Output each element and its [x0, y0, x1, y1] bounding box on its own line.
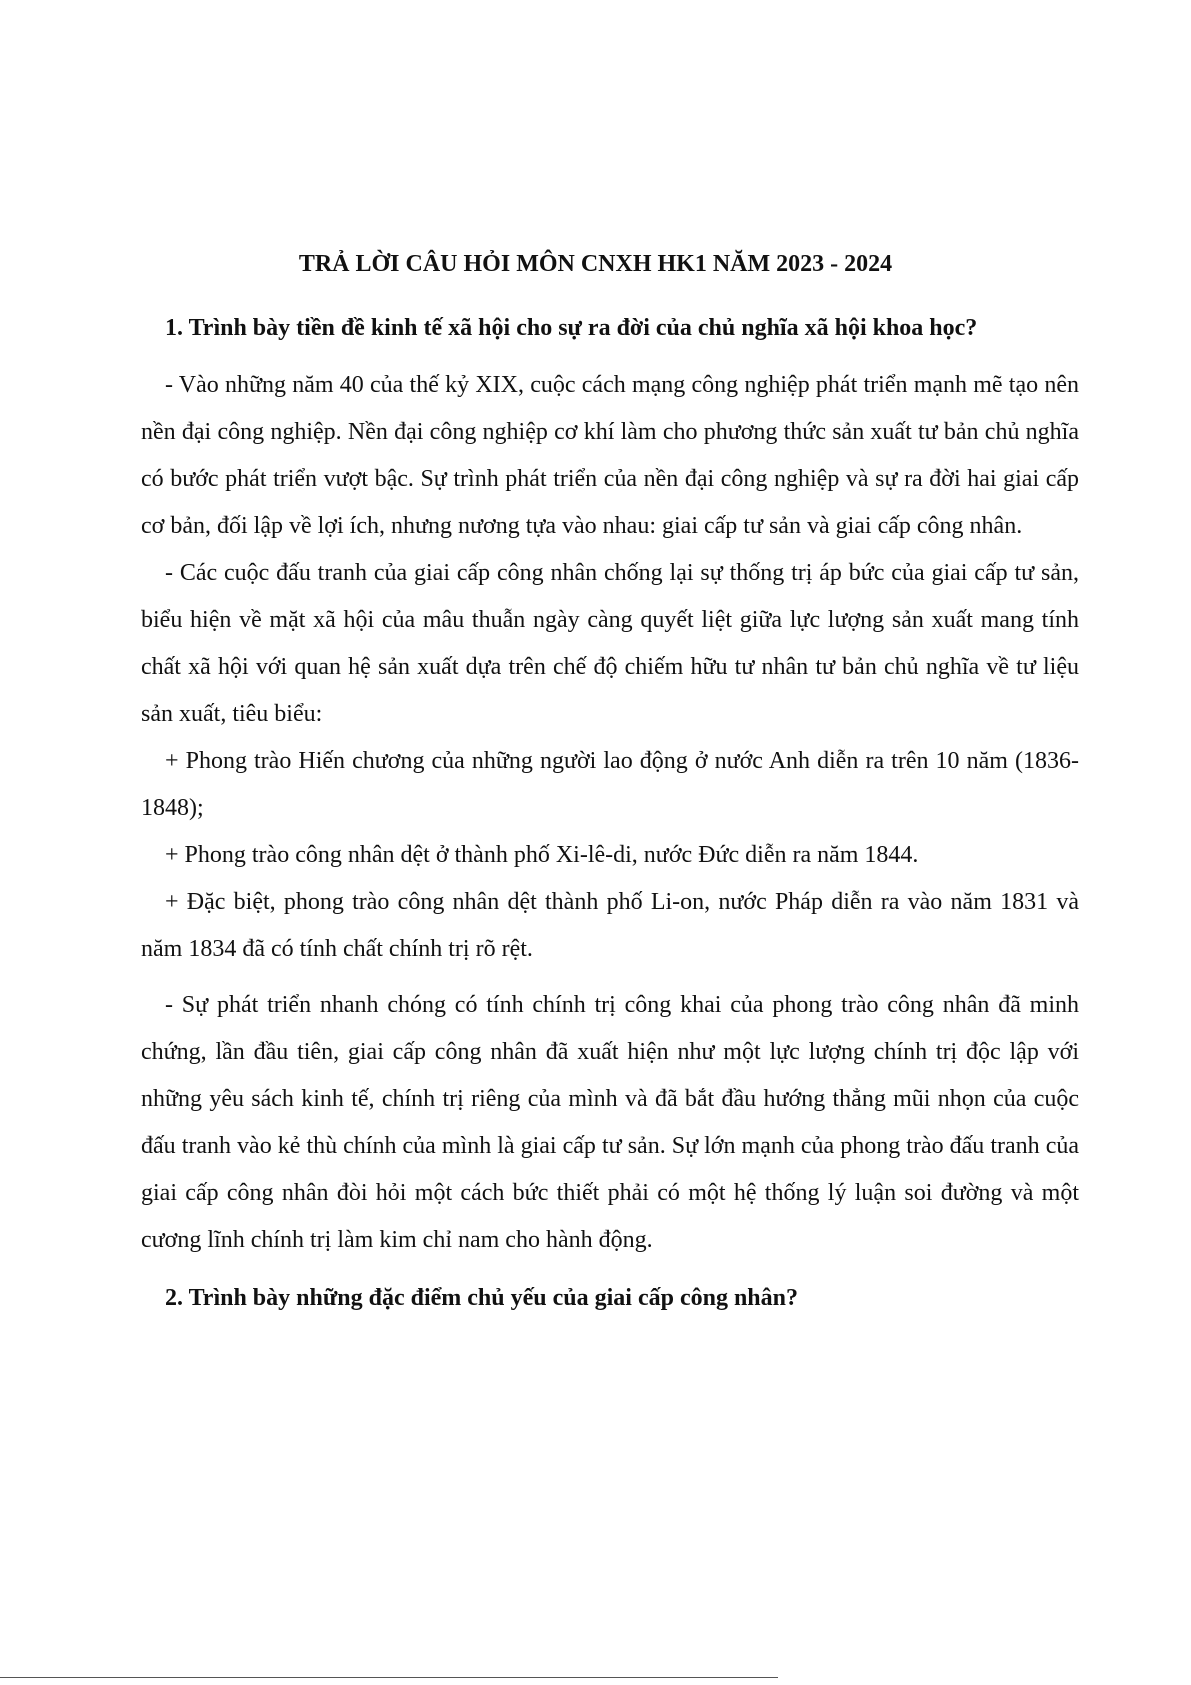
document-body — [141, 305, 1079, 1322]
footer-divider — [0, 1677, 778, 1678]
answer-bullet-2: + Phong trào công nhân dệt ở thành phố Xi-lê-di, nước Đức diễn ra năm 1844. — [165, 842, 919, 868]
answer-bullet-1: + Phong trào Hiến chương của những người lao động ở nước Anh diễn ra trên 10 năm (1836-1848); — [141, 748, 1079, 821]
answer-bullet-3: + Đặc biệt, phong trào công nhân dệt thành phố Li-on, nước Pháp diễn ra vào năm 1831 và năm 1834 đã có tính chất chính trị rõ rệt. — [141, 889, 1079, 962]
question-1-heading: 1. Trình bày tiền đề kinh tế xã hội cho sự ra đời của chủ nghĩa xã hội khoa học? — [165, 315, 978, 341]
answer-paragraph-1: - Vào những năm 40 của thế kỷ XIX, cuộc cách mạng công nghiệp phát triển mạnh mẽ tạo nên nền đại công nghiệp. Nền đại công nghiệp cơ khí làm cho phương thức sản xuất tư bản chủ nghĩa có bước phát triển vượt bậc. Sự trình phát triển của nền đại công nghiệp và sự ra đời hai giai cấp cơ bản, đối lập về lợi ích, nhưng nương tựa vào nhau: giai cấp tư sản và giai cấp công nhân. — [141, 372, 1079, 539]
question-2-heading: 2. Trình bày những đặc điểm chủ yếu của giai cấp công nhân? — [165, 1285, 798, 1311]
answer-paragraph-3: - Sự phát triển nhanh chóng có tính chính trị công khai của phong trào công nhân đã minh chứng, lần đầu tiên, giai cấp công nhân đã xuất hiện như một lực lượng chính trị độc lập với những yêu sách kinh tế, chính trị riêng của mình và đã bắt đầu hướng thẳng mũi nhọn của cuộc đấu tranh vào kẻ thù chính của mình là giai cấp tư sản. Sự lớn mạnh của phong trào đấu tranh của giai cấp công nhân đòi hỏi một cách bức thiết phải có một hệ thống lý luận soi đường và một cương lĩnh chính trị làm kim chỉ nam cho hành động. — [141, 992, 1079, 1253]
answer-paragraph-2: - Các cuộc đấu tranh của giai cấp công nhân chống lại sự thống trị áp bức của giai cấp tư sản, biểu hiện về mặt xã hội của mâu thuẫn ngày càng quyết liệt giữa lực lượng sản xuất mang tính chất xã hội với quan hệ sản xuất dựa trên chế độ chiếm hữu tư nhân tư bản chủ nghĩa về tư liệu sản xuất, tiêu biểu: — [141, 560, 1079, 727]
document-title: TRẢ LỜI CÂU HỎI MÔN CNXH HK1 NĂM 2023 - 2024 — [298, 251, 893, 277]
